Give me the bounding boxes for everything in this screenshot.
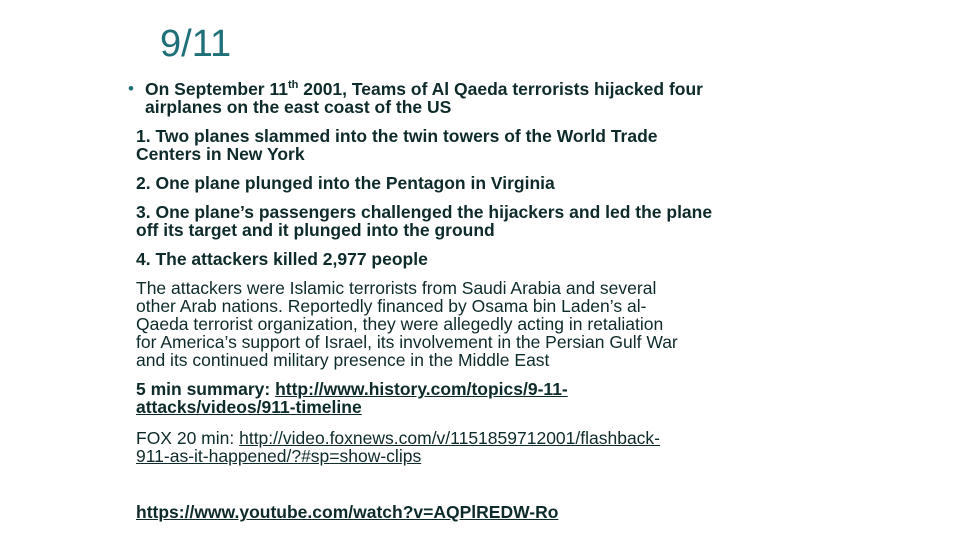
item-3-line-1: 3. One plane’s passengers challenged the hijackers and led the plane	[136, 202, 713, 222]
item-1-line-1: 1. Two planes slammed into the twin towers of the World Trade	[136, 126, 658, 146]
fox-line-1	[136, 429, 660, 447]
history-link[interactable]: http://www.history.com/topics/9-11-	[275, 379, 568, 399]
paragraph-line-4: for America’s support of Israel, its involvement in the Persian Gulf War	[136, 332, 678, 352]
fox-label: FOX 20 min:	[136, 428, 240, 448]
youtube-link[interactable]: https://www.youtube.com/watch?v=AQPlREDW-Ro	[136, 502, 559, 522]
summary-label: 5 min summary:	[136, 379, 276, 399]
fox-link-continued[interactable]: 911-as-it-happened/?#sp=show-clips	[136, 446, 422, 466]
item-4-line-1: 4. The attackers killed 2,977 people	[136, 249, 428, 269]
paragraph-line-5: and its continued military presence in the Middle East	[136, 350, 550, 370]
superscript-th: th	[287, 79, 299, 92]
history-link-continued[interactable]: attacks/videos/911-timeline	[136, 397, 362, 417]
bullet-marker: •	[128, 79, 134, 98]
bullet-line-2: airplanes on the east coast of the US	[145, 97, 452, 117]
paragraph-line-2: other Arab nations. Reportedly financed by Osama bin Laden’s al-	[136, 296, 647, 316]
fox-link[interactable]: http://video.foxnews.com/v/1151859712001/flashback-	[239, 428, 661, 448]
summary-line-2	[136, 398, 362, 416]
paragraph-line-1: The attackers were Islamic terrorists from Saudi Arabia and several	[136, 278, 657, 298]
item-2-line-1: 2. One plane plunged into the Pentagon in Virginia	[136, 173, 555, 193]
youtube-line	[136, 503, 558, 521]
paragraph-line-3: Qaeda terrorist organization, they were allegedly acting in retaliation	[136, 314, 664, 334]
bullet-line-1	[145, 80, 703, 98]
item-3-line-2: off its target and it plunged into the ground	[136, 220, 495, 240]
summary-line-1	[136, 380, 568, 398]
slide-title: 9/11	[160, 23, 232, 65]
bullet-text-part: 2001, Teams of Al Qaeda terrorists hijacked four	[298, 79, 703, 99]
fox-line-2	[136, 447, 421, 465]
item-1-line-2: Centers in New York	[136, 144, 305, 164]
bullet-text-part: On September 11	[145, 79, 288, 99]
